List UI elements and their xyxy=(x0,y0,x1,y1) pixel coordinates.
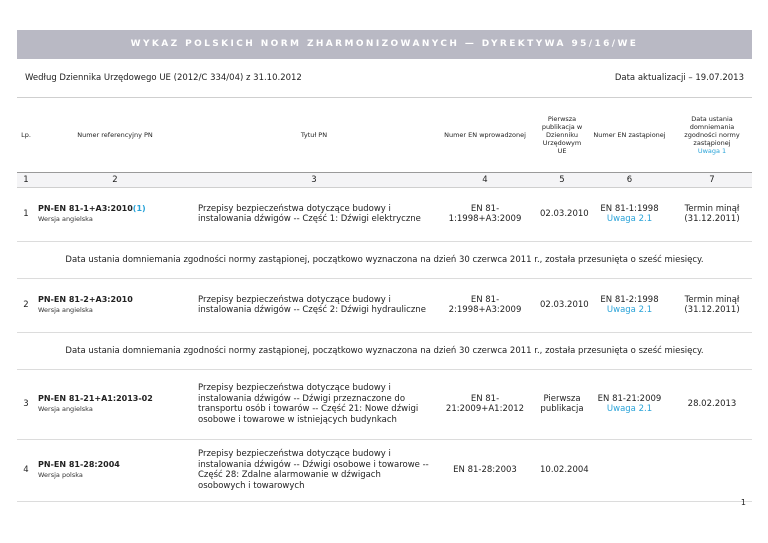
row-title: Przepisy bezpieczeństwa dotyczące budowy i instalowania dźwigów -- Dźwigi osobowe i towarowe -- Część 28: Zdalne alarmowanie w dźwigach osobowych i towarowych xyxy=(195,439,433,501)
row-pub: 02.03.2010 xyxy=(537,278,587,332)
row-pn-cell xyxy=(35,369,195,439)
row-pn-cell xyxy=(35,439,195,501)
row-pn: PN-EN 81-2+A3:2010 xyxy=(38,294,133,304)
col-number: 4 xyxy=(433,172,537,187)
row-en: EN 81-2:1998+A3:2009 xyxy=(433,278,537,332)
row-replaced xyxy=(587,439,672,501)
row-date: Termin minął (31.12.2011) xyxy=(672,278,752,332)
row-replaced-cell xyxy=(587,369,672,439)
table-note-row xyxy=(17,332,752,369)
table-row xyxy=(17,439,752,501)
row-note: Data ustania domniemania zgodności normy zastąpionej, początkowo wyznaczona na dzień 30 czerwca 2011 r., została przesunięta o sześć miesięcy. xyxy=(17,241,752,278)
col-number: 6 xyxy=(587,172,672,187)
row-lp: 2 xyxy=(17,278,35,332)
subheader xyxy=(17,59,752,98)
row-note: Data ustania domniemania zgodności normy zastąpionej, początkowo wyznaczona na dzień 30 czerwca 2011 r., została przesunięta o sześć miesięcy. xyxy=(17,332,752,369)
header-date-label: Data ustania domniemania zgodności normy zastąpionej xyxy=(684,114,740,147)
header-en-intro: Numer EN wprowadzonej xyxy=(433,98,537,172)
header-en-replaced: Numer EN zastąpionej xyxy=(587,98,672,172)
row-replaced-note-link[interactable]: Uwaga 2.1 xyxy=(606,404,653,414)
table-row xyxy=(17,187,752,241)
row-replaced-note-link[interactable]: Uwaga 2.1 xyxy=(606,305,653,315)
row-replaced: EN 81-1:1998 xyxy=(600,203,659,214)
source-reference: Według Dziennika Urzędowego UE (2012/C 334/04) z 31.10.2012 xyxy=(25,73,302,83)
header-note-link[interactable]: Uwaga 1 xyxy=(697,146,727,155)
row-pn-cell xyxy=(35,187,195,241)
header-num-ref: Numer referencyjny PN xyxy=(35,98,195,172)
row-lang: Wersja polska xyxy=(38,471,83,479)
table-header xyxy=(17,98,752,172)
table-row xyxy=(17,369,752,439)
document-frame xyxy=(17,30,752,502)
row-replaced: EN 81-2:1998 xyxy=(600,294,659,305)
row-date: Termin minął (31.12.2011) xyxy=(672,187,752,241)
row-title: Przepisy bezpieczeństwa dotyczące budowy i instalowania dźwigów -- Część 2: Dźwigi hydrauliczne xyxy=(195,278,433,332)
row-date xyxy=(672,439,752,501)
row-lp: 4 xyxy=(17,439,35,501)
row-pub: 02.03.2010 xyxy=(537,187,587,241)
row-replaced-note-link[interactable]: Uwaga 2.1 xyxy=(606,214,653,224)
header-first-pub: Pierwsza publikacja w Dzienniku Urzędowym UE xyxy=(537,98,587,172)
row-lp: 3 xyxy=(17,369,35,439)
update-date: Data aktualizacji – 19.07.2013 xyxy=(614,73,744,83)
document-title: WYKAZ POLSKICH NORM ZHARMONIZOWANYCH — DYREKTYWA 95/16/WE xyxy=(17,30,752,59)
row-pub: 10.02.2004 xyxy=(537,439,587,501)
row-pn: PN-EN 81-1+A3:2010 xyxy=(38,203,133,213)
row-en: EN 81-1:1998+A3:2009 xyxy=(433,187,537,241)
row-pn: PN-EN 81-28:2004 xyxy=(38,459,120,469)
row-lang: Wersja angielska xyxy=(38,405,93,413)
row-pn-cell xyxy=(35,278,195,332)
col-number: 3 xyxy=(195,172,433,187)
table-row xyxy=(17,278,752,332)
row-lp: 1 xyxy=(17,187,35,241)
row-pn: PN-EN 81-21+A1:2013-02 xyxy=(38,393,153,403)
col-number: 1 xyxy=(17,172,35,187)
header-date-presumption xyxy=(672,98,752,172)
row-lang: Wersja angielska xyxy=(38,306,93,314)
row-en: EN 81-21:2009+A1:2012 xyxy=(433,369,537,439)
row-en: EN 81-28:2003 xyxy=(433,439,537,501)
col-number: 5 xyxy=(537,172,587,187)
column-number-row xyxy=(17,172,752,187)
row-title: Przepisy bezpieczeństwa dotyczące budowy i instalowania dźwigów -- Część 1: Dźwigi elektryczne xyxy=(195,187,433,241)
page-number: 1 xyxy=(740,498,746,507)
row-title: Przepisy bezpieczeństwa dotyczące budowy i instalowania dźwigów -- Dźwigi przeznaczone do transportu osób i towarów -- Część 21: Nowe dźwigi osobowe i towarowe w istniejących budynkach xyxy=(195,369,433,439)
row-lang: Wersja angielska xyxy=(38,215,93,223)
row-replaced-cell xyxy=(587,187,672,241)
header-title: Tytuł PN xyxy=(195,98,433,172)
footnote-link[interactable]: (1) xyxy=(132,203,146,213)
row-replaced: EN 81-21:2009 xyxy=(597,393,662,404)
norms-table xyxy=(17,98,752,502)
header-lp: Lp. xyxy=(17,98,35,172)
col-number: 2 xyxy=(35,172,195,187)
table-note-row xyxy=(17,241,752,278)
row-date: 28.02.2013 xyxy=(672,369,752,439)
row-replaced-cell xyxy=(587,278,672,332)
col-number: 7 xyxy=(672,172,752,187)
row-pub: Pierwsza publikacja xyxy=(537,369,587,439)
